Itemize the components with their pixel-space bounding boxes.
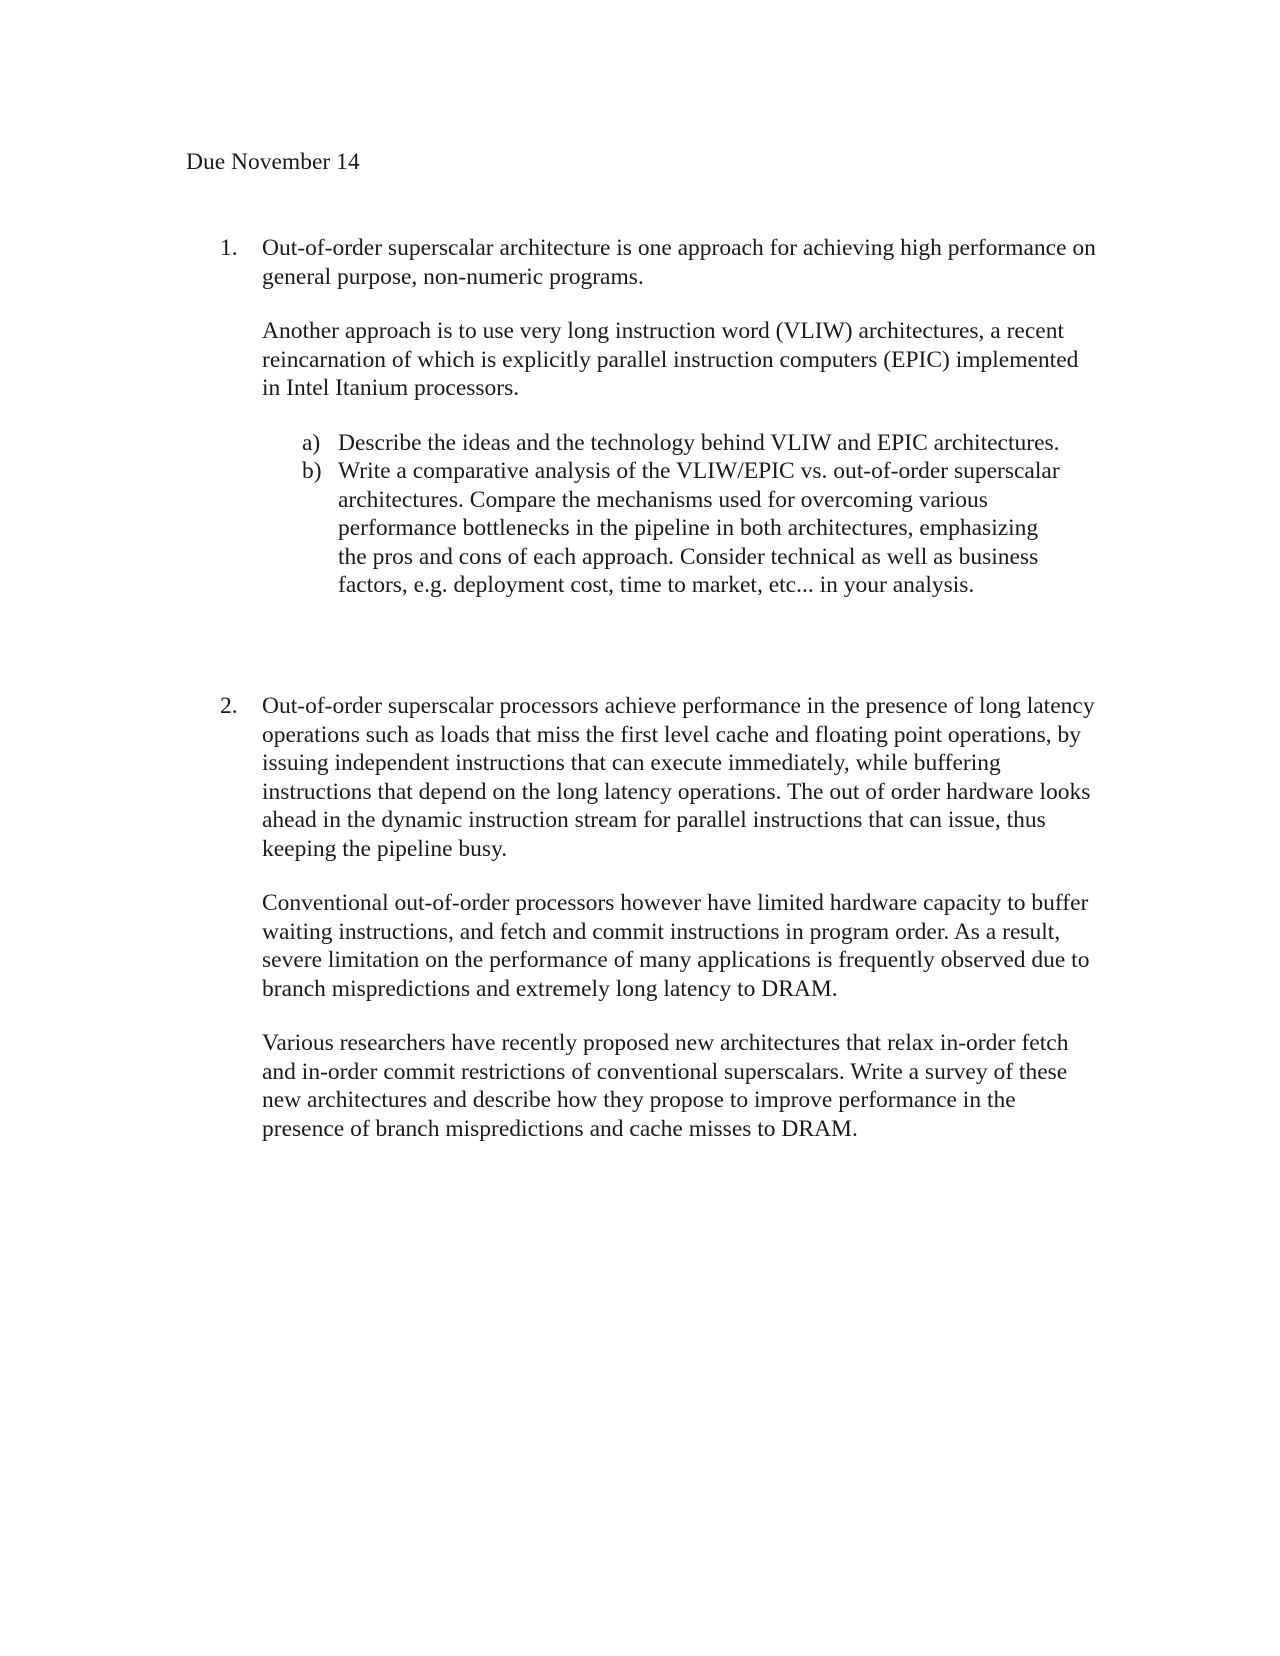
question-paragraph: Out-of-order superscalar processors achieve performance in the presence of long latency operations such as loads that miss the first level cache and floating point operations, by issuing independent instructions that can execute immediately, while buffering instructions that depend on the long latency operations. The out of order hardware looks ahead in the dynamic instruction stream for parallel instructions that can issue, thus keeping the pipeline busy. — [262, 693, 1095, 862]
question-paragraph: Another approach is to use very long instruction word (VLIW) architectures, a recent reincarnation of which is explicitly parallel instruction computers (EPIC) implemented in Intel Itanium processors. — [262, 318, 1079, 401]
question-body — [262, 692, 1100, 1143]
subquestion-b — [302, 457, 1062, 600]
question-2 — [220, 692, 1100, 1169]
subquestion-list — [302, 429, 1062, 600]
question-body — [262, 234, 1100, 600]
question-paragraph: Conventional out-of-order processors however have limited hardware capacity to buffer waiting instructions, and fetch and commit instructions in program order. As a result, severe limitation on the performance of many applications is frequently observed due to branch mispredictions and extremely long latency to DRAM. — [262, 890, 1090, 1002]
subquestion-text: Describe the ideas and the technology behind VLIW and EPIC architectures. — [338, 429, 1060, 456]
question-paragraph: Various researchers have recently proposed new architectures that relax in-order fetch and in-order commit restrictions of conventional superscalars. Write a survey of these new architectures and describe how they propose to improve performance in the presence of branch mispredictions and cache misses to DRAM. — [262, 1030, 1069, 1142]
due-date-heading: Due November 14 — [186, 149, 360, 175]
question-1 — [220, 234, 1100, 600]
subquestion-text: Write a comparative analysis of the VLIW/EPIC vs. out-of-order superscalar architectures. Compare the mechanisms used for overcoming various performance bottlenecks in the pipeline in both architectures, emphasizing the pros and cons of each approach. Consider technical as well as business factors, e.g. deployment cost, time to market, etc... in your analysis. — [338, 458, 1060, 598]
subquestion-a — [302, 429, 1062, 458]
subquestion-marker: b) — [302, 458, 322, 484]
question-number: 2. — [220, 693, 238, 719]
question-number: 1. — [220, 235, 238, 261]
subquestion-marker: a) — [302, 429, 321, 456]
question-paragraph: Out-of-order superscalar architecture is one approach for achieving high performance on general purpose, non-numeric programs. — [262, 235, 1096, 290]
